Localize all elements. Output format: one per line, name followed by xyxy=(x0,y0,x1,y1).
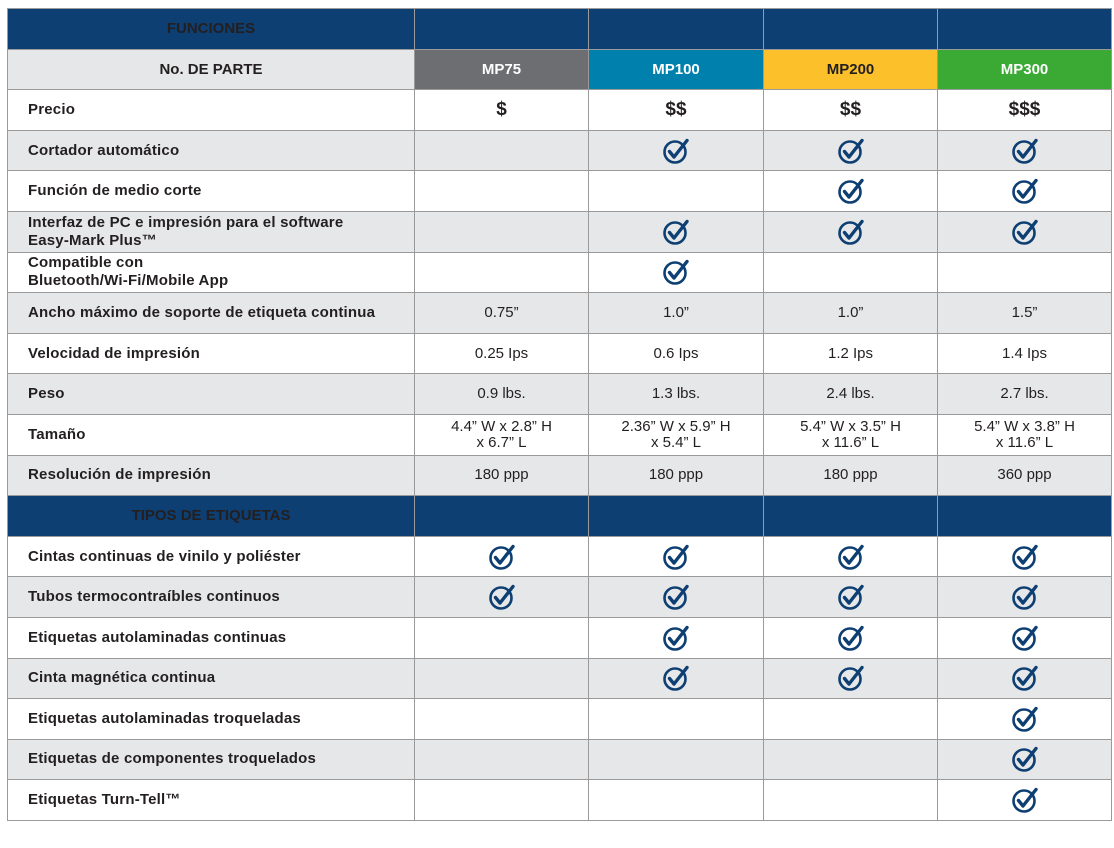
section-filler-cell xyxy=(415,496,589,537)
check-cell xyxy=(415,577,589,618)
check-circle-icon xyxy=(662,258,690,286)
section-filler-cell xyxy=(938,496,1112,537)
check-cell xyxy=(938,577,1112,618)
table-row xyxy=(8,658,1112,699)
value-cell: 1.4 Ips xyxy=(938,333,1112,374)
feature-label: Ancho máximo de soporte de etiqueta continua xyxy=(8,293,415,334)
check-cell xyxy=(764,171,938,212)
check-cell xyxy=(589,536,764,577)
check-cell xyxy=(938,739,1112,780)
table-row xyxy=(8,293,1112,334)
value-cell: $$ xyxy=(589,90,764,131)
value-cell: 0.9 lbs. xyxy=(415,374,589,415)
value-cell: 360 ppp xyxy=(938,455,1112,496)
value-cell: 2.7 lbs. xyxy=(938,374,1112,415)
check-cell xyxy=(764,617,938,658)
check-cell xyxy=(589,617,764,658)
model-header-mp100: MP100 xyxy=(589,49,764,90)
value-cell: 2.4 lbs. xyxy=(764,374,938,415)
table-row xyxy=(8,90,1112,131)
value-cell xyxy=(415,617,589,658)
check-circle-icon xyxy=(1011,664,1039,692)
check-circle-icon xyxy=(837,583,865,611)
check-cell xyxy=(938,171,1112,212)
check-circle-icon xyxy=(662,624,690,652)
section-filler-cell xyxy=(415,9,589,50)
value-cell xyxy=(415,780,589,821)
table-row xyxy=(8,374,1112,415)
check-circle-icon xyxy=(837,218,865,246)
check-circle-icon xyxy=(837,543,865,571)
check-cell xyxy=(938,536,1112,577)
table-row xyxy=(8,333,1112,374)
table-row xyxy=(8,536,1112,577)
value-cell: $ xyxy=(415,90,589,131)
value-cell: 1.2 Ips xyxy=(764,333,938,374)
table-row xyxy=(8,130,1112,171)
value-cell xyxy=(589,171,764,212)
part-number-label: No. DE PARTE xyxy=(8,49,415,90)
value-cell: 2.36” W x 5.9” H x 5.4” L xyxy=(589,414,764,455)
value-cell xyxy=(415,699,589,740)
value-cell: 5.4” W x 3.5” H x 11.6” L xyxy=(764,414,938,455)
value-cell: 180 ppp xyxy=(764,455,938,496)
value-cell xyxy=(589,780,764,821)
feature-label: Compatible con Bluetooth/Wi-Fi/Mobile App xyxy=(8,252,415,293)
check-circle-icon xyxy=(1011,705,1039,733)
value-cell: $$ xyxy=(764,90,938,131)
check-cell xyxy=(589,252,764,293)
table-row xyxy=(8,780,1112,821)
value-cell xyxy=(764,780,938,821)
check-circle-icon xyxy=(1011,745,1039,773)
check-cell xyxy=(938,699,1112,740)
check-cell xyxy=(764,577,938,618)
value-cell: 180 ppp xyxy=(589,455,764,496)
model-header-mp200: MP200 xyxy=(764,49,938,90)
feature-label: Etiquetas autolaminadas troqueladas xyxy=(8,699,415,740)
value-cell xyxy=(415,252,589,293)
check-cell xyxy=(589,577,764,618)
value-cell: 180 ppp xyxy=(415,455,589,496)
check-cell xyxy=(415,536,589,577)
check-circle-icon xyxy=(837,664,865,692)
check-cell xyxy=(589,658,764,699)
table-row xyxy=(8,171,1112,212)
feature-label: Interfaz de PC e impresión para el software Easy-Mark Plus™ xyxy=(8,211,415,252)
value-cell xyxy=(764,252,938,293)
section-title: FUNCIONES xyxy=(8,9,415,50)
value-cell: 1.0” xyxy=(589,293,764,334)
check-cell xyxy=(589,130,764,171)
check-cell xyxy=(764,130,938,171)
model-header-mp300: MP300 xyxy=(938,49,1112,90)
value-cell xyxy=(938,252,1112,293)
check-circle-icon xyxy=(837,177,865,205)
table-row xyxy=(8,617,1112,658)
check-circle-icon xyxy=(1011,543,1039,571)
section-title-row xyxy=(8,496,1112,537)
feature-label: Tamaño xyxy=(8,414,415,455)
feature-label: Etiquetas Turn-Tell™ xyxy=(8,780,415,821)
table-row xyxy=(8,252,1112,293)
value-cell: 0.25 Ips xyxy=(415,333,589,374)
comparison-table-body xyxy=(8,9,1112,821)
feature-label: Cintas continuas de vinilo y poliéster xyxy=(8,536,415,577)
value-cell: 1.0” xyxy=(764,293,938,334)
feature-label: Precio xyxy=(8,90,415,131)
check-circle-icon xyxy=(662,137,690,165)
value-cell xyxy=(589,699,764,740)
check-cell xyxy=(589,211,764,252)
section-filler-cell xyxy=(589,9,764,50)
value-cell: 0.75” xyxy=(415,293,589,334)
model-header-mp75: MP75 xyxy=(415,49,589,90)
check-circle-icon xyxy=(1011,786,1039,814)
check-cell xyxy=(938,780,1112,821)
check-circle-icon xyxy=(488,543,516,571)
value-cell xyxy=(764,699,938,740)
check-cell xyxy=(764,536,938,577)
check-circle-icon xyxy=(662,218,690,246)
value-cell xyxy=(415,739,589,780)
feature-label: Cinta magnética continua xyxy=(8,658,415,699)
comparison-table xyxy=(7,8,1112,821)
section-title-row xyxy=(8,9,1112,50)
table-row xyxy=(8,699,1112,740)
feature-label: Velocidad de impresión xyxy=(8,333,415,374)
feature-label: Peso xyxy=(8,374,415,415)
check-cell xyxy=(938,211,1112,252)
check-cell xyxy=(764,211,938,252)
check-cell xyxy=(764,658,938,699)
check-cell xyxy=(938,130,1112,171)
value-cell xyxy=(764,739,938,780)
table-row xyxy=(8,211,1112,252)
check-circle-icon xyxy=(1011,624,1039,652)
section-title: TIPOS DE ETIQUETAS xyxy=(8,496,415,537)
feature-label: Etiquetas autolaminadas continuas xyxy=(8,617,415,658)
check-circle-icon xyxy=(662,583,690,611)
section-filler-cell xyxy=(764,9,938,50)
check-circle-icon xyxy=(1011,218,1039,246)
value-cell xyxy=(415,171,589,212)
table-row xyxy=(8,577,1112,618)
table-row xyxy=(8,414,1112,455)
value-cell xyxy=(589,739,764,780)
section-filler-cell xyxy=(938,9,1112,50)
table-row xyxy=(8,455,1112,496)
value-cell xyxy=(415,211,589,252)
feature-label: Función de medio corte xyxy=(8,171,415,212)
model-header-row xyxy=(8,49,1112,90)
value-cell: 1.5” xyxy=(938,293,1112,334)
check-cell xyxy=(938,617,1112,658)
check-cell xyxy=(938,658,1112,699)
value-cell: $$$ xyxy=(938,90,1112,131)
value-cell xyxy=(415,130,589,171)
value-cell: 4.4” W x 2.8” H x 6.7” L xyxy=(415,414,589,455)
feature-label: Resolución de impresión xyxy=(8,455,415,496)
section-filler-cell xyxy=(589,496,764,537)
check-circle-icon xyxy=(837,624,865,652)
feature-label: Cortador automático xyxy=(8,130,415,171)
feature-label: Etiquetas de componentes troquelados xyxy=(8,739,415,780)
table-row xyxy=(8,739,1112,780)
value-cell xyxy=(415,658,589,699)
section-filler-cell xyxy=(764,496,938,537)
check-circle-icon xyxy=(837,137,865,165)
value-cell: 1.3 lbs. xyxy=(589,374,764,415)
check-circle-icon xyxy=(662,664,690,692)
check-circle-icon xyxy=(1011,583,1039,611)
check-circle-icon xyxy=(1011,137,1039,165)
value-cell: 0.6 Ips xyxy=(589,333,764,374)
feature-label: Tubos termocontraíbles continuos xyxy=(8,577,415,618)
value-cell: 5.4” W x 3.8” H x 11.6” L xyxy=(938,414,1112,455)
check-circle-icon xyxy=(488,583,516,611)
check-circle-icon xyxy=(1011,177,1039,205)
check-circle-icon xyxy=(662,543,690,571)
